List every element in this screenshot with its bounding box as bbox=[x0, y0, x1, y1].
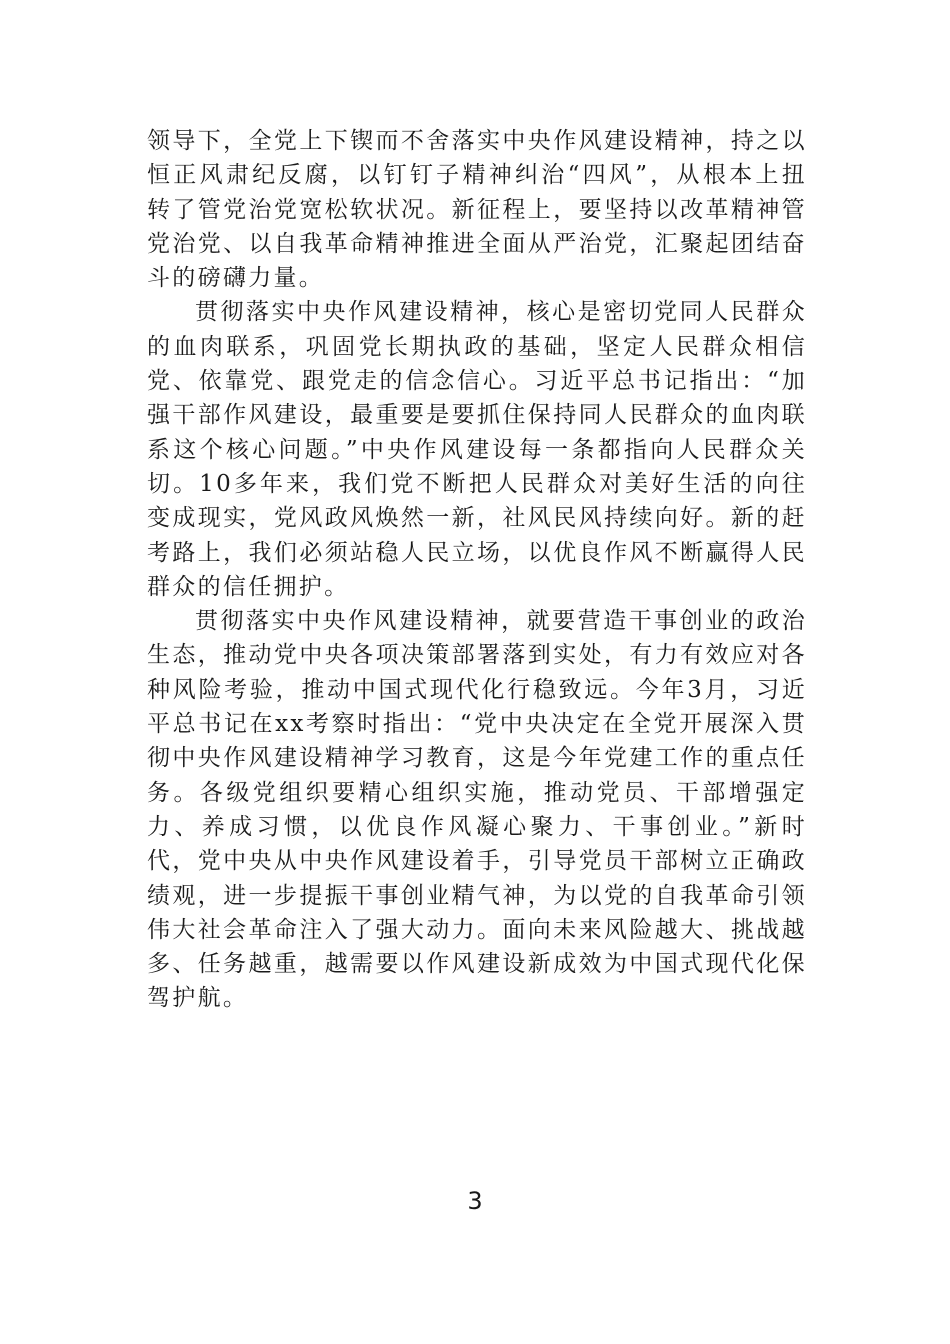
paragraph-continuation: 领导下，全党上下锲而不舍落实中央作风建设精神，持之以恒正风肃纪反腐，以钉钉子精神纠治“四风”，从根本上扭转了管党治党宽松软状况。新征程上，要坚持以改革精神管党治党、以自我革命精神推进全面从严治党，汇聚起团结奋斗的磅礴力量。 bbox=[147, 128, 807, 292]
page-number: 3 bbox=[467, 1187, 483, 1215]
paragraph-political-ecology: 贯彻落实中央作风建设精神，就要营造干事创业的政治生态，推动党中央各项决策部署落到实处，有力有效应对各种风险考验，推动中国式现代化行稳致远。今年3月，习近平总书记在xx考察时指出：“党中央决定在全党开展深入贯彻中央作风建设精神学习教育，这是今年党建工作的重点任务。各级党组织要精心组织实施，推动党员、干部增强定力、养成习惯，以优良作风凝心聚力、干事创业。”新时代，党中央从中央作风建设着手，引导党员干部树立正确政绩观，进一步提振干事创业精气神，为以党的自我革命引领伟大社会革命注入了强大动力。面向未来风险越大、挑战越多、任务越重，越需要以作风建设新成效为中国式现代化保驾护航。 bbox=[147, 608, 807, 1012]
paragraph-people-connection: 贯彻落实中央作风建设精神，核心是密切党同人民群众的血肉联系，巩固党长期执政的基础，坚定人民群众相信党、依靠党、跟党走的信念信心。习近平总书记指出：“加强干部作风建设，最重要是要抓住保持同人民群众的血肉联系这个核心问题。”中央作风建设每一条都指向人民群众关切。10多年来，我们党不断把人民群众对美好生活的向往变成现实，党风政风焕然一新，社风民风持续向好。新的赶考路上，我们必须站稳人民立场，以优良作风不断赢得人民群众的信任拥护。 bbox=[147, 299, 807, 600]
document-body bbox=[147, 124, 807, 1016]
